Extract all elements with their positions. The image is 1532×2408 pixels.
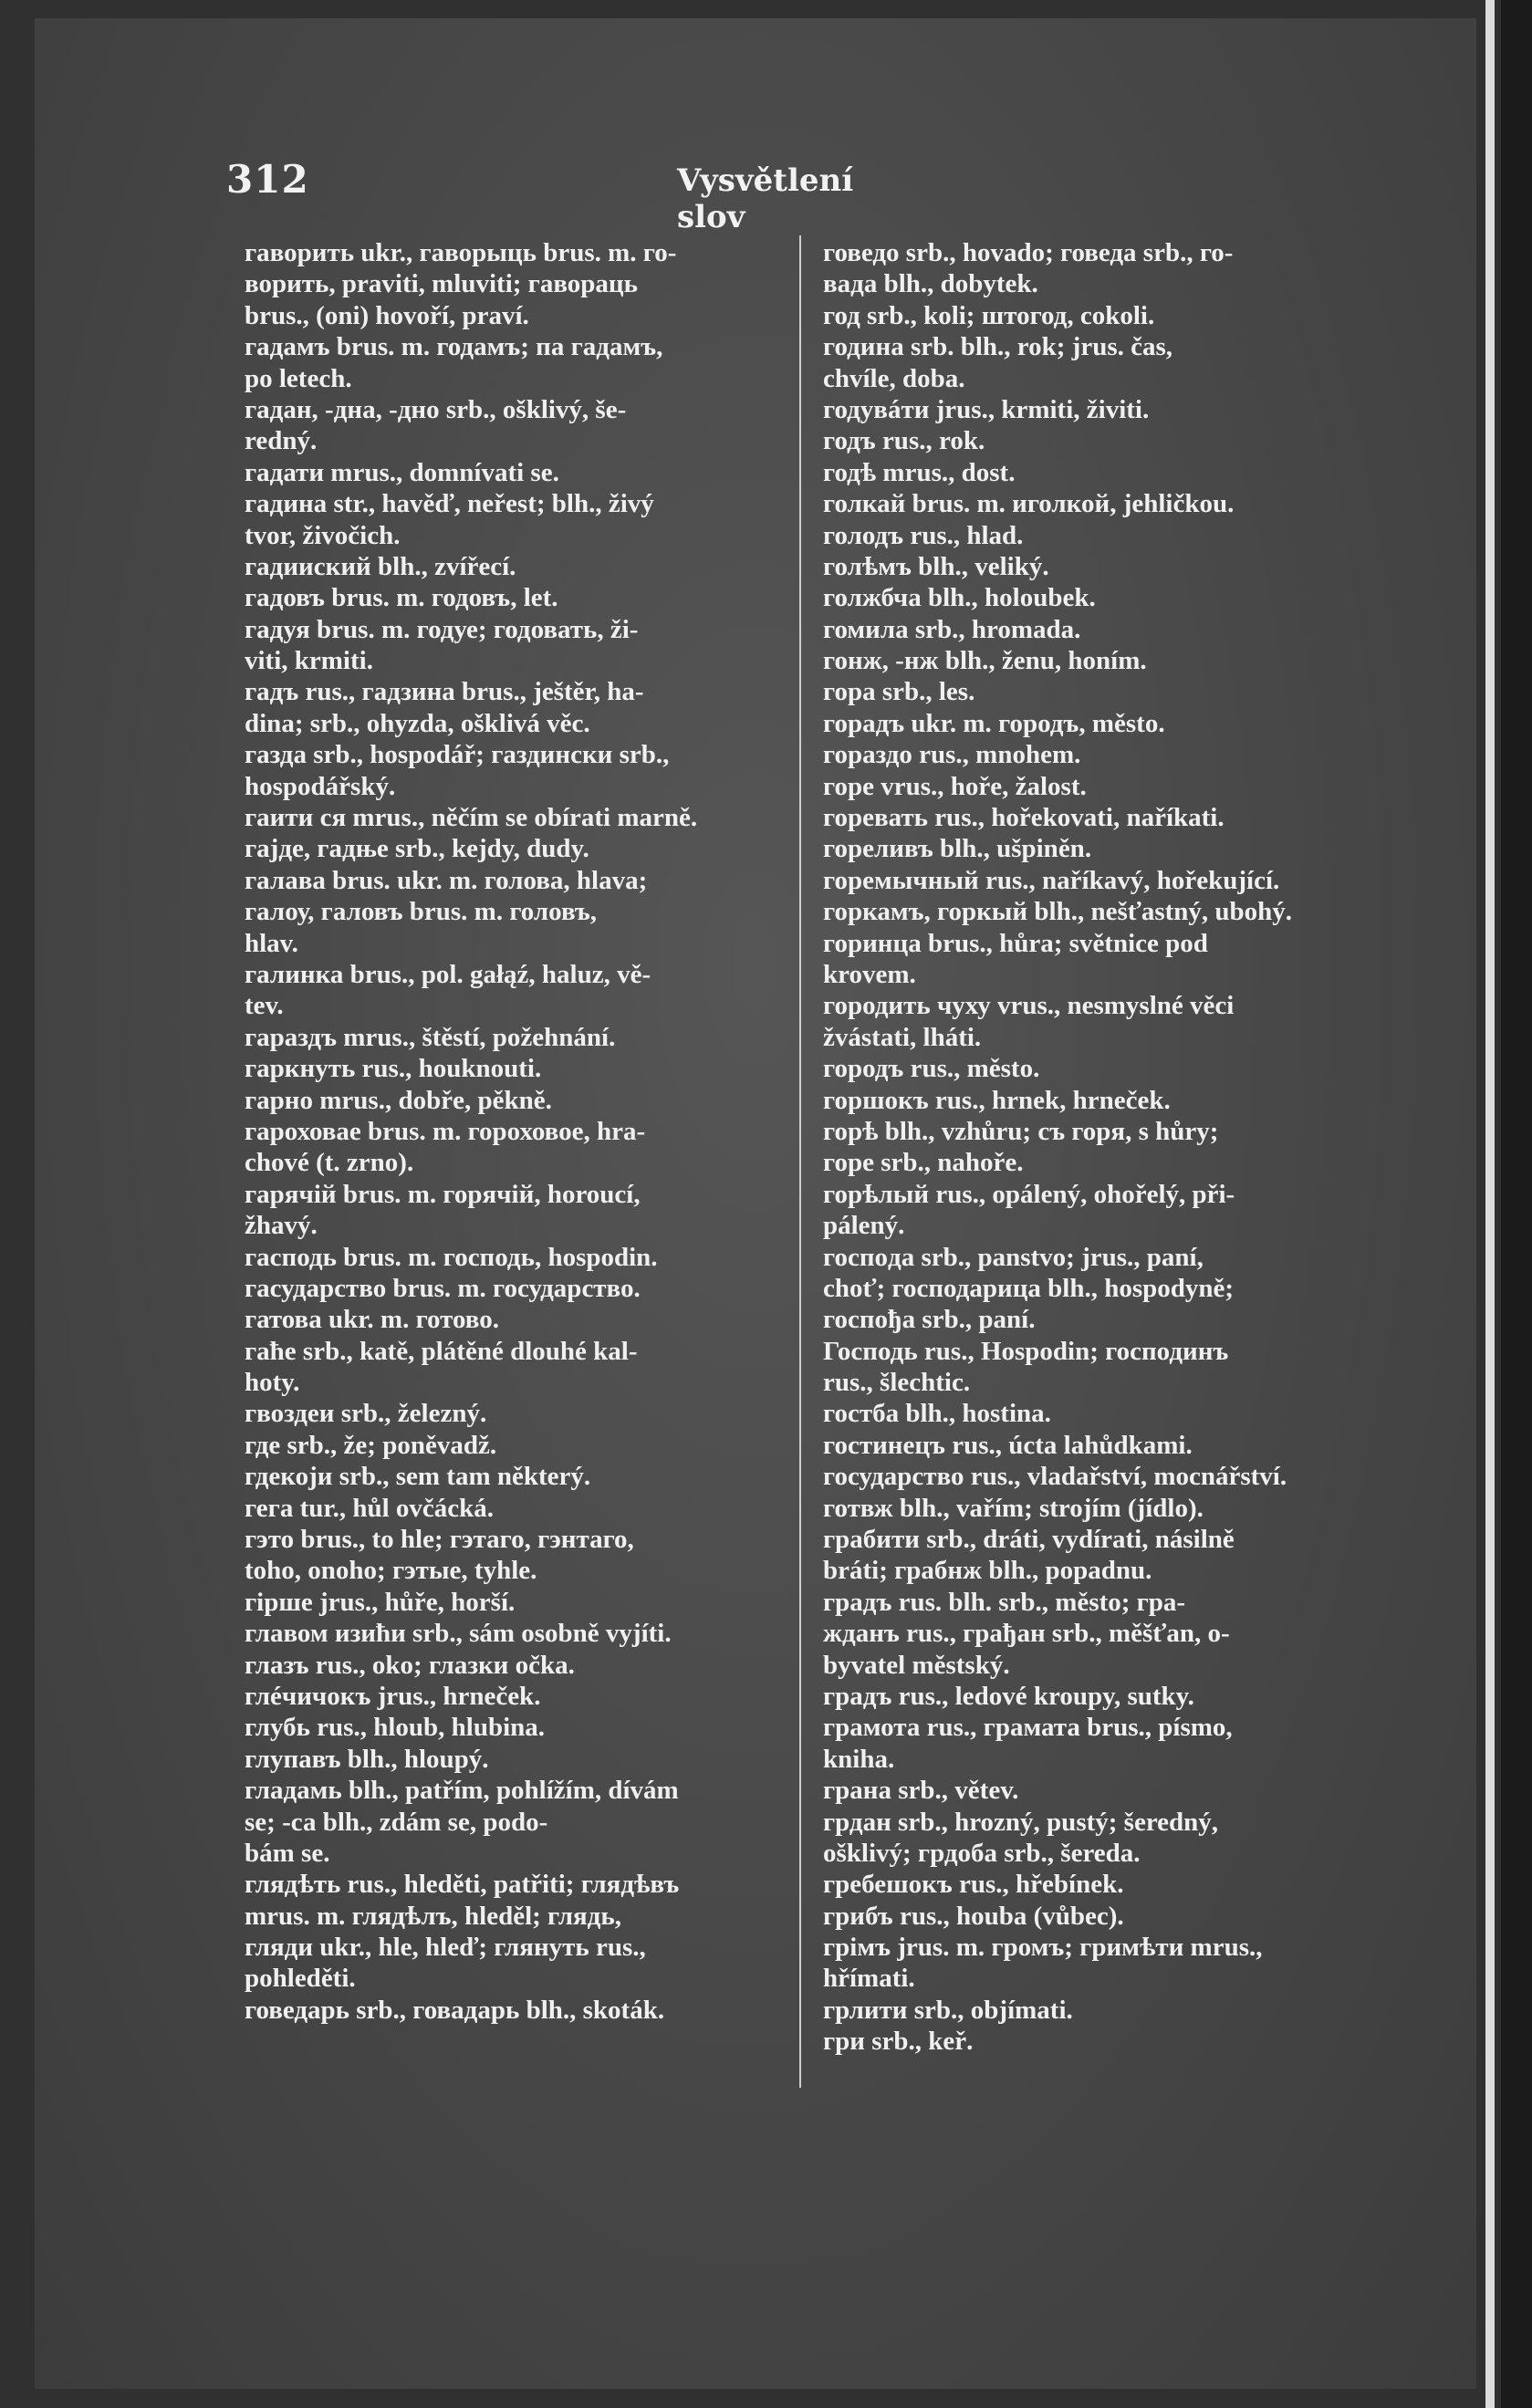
glossary-line: готвж blh., vařím; strojím (jídlo).: [823, 1493, 1204, 1523]
glossary-line: година srb. blh., rok; jrus. čas,: [823, 332, 1173, 362]
glossary-line: горадъ ukr. m. городъ, město.: [823, 708, 1165, 738]
glossary-line: гомила srb., hromada.: [823, 614, 1081, 644]
glossary-line: год srb., koli; штогод, cokoli.: [823, 300, 1155, 330]
glossary-line: tvor, živočich.: [245, 520, 401, 550]
glossary-line: mrus. m. глядѣлъ, hleděl; глядь,: [245, 1901, 621, 1931]
glossary-line: голжбча blh., holoubek.: [823, 583, 1096, 613]
page-number: 312: [226, 157, 309, 202]
glossary-line: горе vrus., hoře, žalost.: [823, 771, 1087, 801]
glossary-line: глазъ rus., oko; глазки očka.: [245, 1650, 575, 1680]
glossary-line: грлити srb., objímati.: [823, 1995, 1073, 2025]
glossary-line: гаркнуть rus., houknouti.: [245, 1054, 542, 1084]
glossary-line: глéчичокъ jrus., hrneček.: [245, 1681, 541, 1711]
glossary-line: госпoда srb., panstvo; jrus., paní,: [823, 1242, 1204, 1272]
glossary-line: гаити ся mrus., něčím se obírati marně.: [245, 803, 698, 833]
glossary-line: гајде, гадње srb., kejdy, dudy.: [245, 834, 589, 864]
glossary-line: ošklivý; грдоба srb., šereda.: [823, 1838, 1141, 1868]
glossary-line: гора srb., les.: [823, 677, 975, 707]
glossary-line: горѣлый rus., opálený, ohořelý, při-: [823, 1179, 1235, 1209]
glossary-line: гвоздеи srb., železný.: [245, 1399, 487, 1429]
glossary-line: грімъ jrus. m. громъ; гримѣти mrus.,: [823, 1933, 1263, 1963]
glossary-line: toho, onoho; гэтые, tyhle.: [245, 1556, 537, 1586]
glossary-line: горшокъ rus., hrnek, hrneček.: [823, 1085, 1171, 1115]
glossary-line: se; -са blh., zdám se, podo-: [245, 1807, 548, 1837]
glossary-line: гонж, -нж blh., ženu, honím.: [823, 646, 1147, 676]
glossary-line: где srb., že; poněvadž.: [245, 1430, 497, 1460]
glossary-line: городить чуху vrus., nesmyslné věci: [823, 991, 1235, 1021]
glossary-line: говедарь srb., говадарь blh., skoták.: [245, 1995, 665, 2025]
glossary-line: городъ rus., město.: [823, 1054, 1040, 1084]
glossary-line: галоу, галовъ brus. m. головъ,: [245, 897, 598, 927]
glossary-line: годувáти jrus., krmiti, živiti.: [823, 394, 1150, 424]
glossary-line: гасударство brus. m. государство.: [245, 1273, 641, 1303]
glossary-line: градъ rus. blh. srb., město; гра-: [823, 1587, 1186, 1617]
glossary-line: гляди ukr., hle, hleď; глянуть rus.,: [245, 1933, 646, 1963]
running-head-title: Vysvětlení slov: [677, 162, 854, 235]
glossary-line: гэто brus., to hle; гэтаго, гэнтаго,: [245, 1525, 634, 1555]
glossary-line: žhavý.: [245, 1211, 318, 1241]
glossary-line: гараздъ mrus., štěstí, požehnání.: [245, 1022, 616, 1052]
glossary-line: brus., (oni) hovoří, praví.: [245, 300, 529, 330]
glossary-line: гдекоји srb., sem tam některý.: [245, 1462, 591, 1492]
column-divider: [799, 235, 801, 2088]
glossary-line: гасподь brus. m. господь, hospodin.: [245, 1242, 658, 1272]
glossary-line: годѣ mrus., dost.: [823, 457, 1016, 487]
glossary-line: po letech.: [245, 363, 352, 393]
glossary-line: hoty.: [245, 1368, 300, 1398]
glossary-line: горемычный rus., naříkavý, hořekující.: [823, 865, 1280, 895]
glossary-line: choť; господарица blh., hospodyně;: [823, 1273, 1235, 1303]
glossary-line: гатова ukr. m. готово.: [245, 1305, 500, 1335]
glossary-line: вада blh., dobytek.: [823, 269, 1038, 299]
glossary-line: bráti; грабнж blh., popadnu.: [823, 1556, 1152, 1586]
glossary-line: гадати mrus., domnívati se.: [245, 457, 559, 487]
glossary-line: hlav.: [245, 928, 298, 958]
glossary-line: горинца brus., hůra; světnice pod: [823, 928, 1208, 958]
glossary-line: гаће srb., katě, plátěné dlouhé kal-: [245, 1336, 638, 1366]
glossary-line: государство rus., vladařství, mocnářství.: [823, 1462, 1287, 1492]
glossary-line: газда srb., hospodář; газдински srb.,: [245, 740, 670, 770]
page-edge: [1485, 0, 1495, 2408]
glossary-line: krovem.: [823, 959, 916, 989]
glossary-line: глядѣть rus., hleděti, patřiti; глядѣвъ: [245, 1870, 680, 1900]
glossary-line: гадъ rus., гадзина brus., ještěr, ha-: [245, 677, 644, 707]
glossary-line: горкамъ, горкый blh., nešťastný, ubohý.: [823, 897, 1293, 927]
glossary-line: грибъ rus., houba (vůbec).: [823, 1901, 1124, 1931]
glossary-line: гарно mrus., dobře, pěkně.: [245, 1085, 552, 1115]
glossary-line: гладамь blh., patřím, pohlížím, dívám: [245, 1776, 679, 1806]
glossary-right-column: [823, 237, 1366, 2058]
glossary-line: гостинецъ rus., úcta lahůdkami.: [823, 1430, 1193, 1460]
glossary-line: žvástati, lháti.: [823, 1022, 982, 1052]
glossary-line: гадииский blh., zvířecí.: [245, 551, 516, 581]
glossary-line: горѣ blh., vzhůru; съ горя, s hůry;: [823, 1116, 1219, 1146]
glossary-line: гребешокъ rus., hřebínek.: [823, 1870, 1124, 1900]
glossary-line: rus., šlechtic.: [823, 1368, 971, 1398]
glossary-line: голодъ rus., hlad.: [823, 520, 1024, 550]
glossary-line: hřímati.: [823, 1964, 915, 1994]
glossary-line: Господь rus., Hospodin; господинъ: [823, 1336, 1229, 1366]
glossary-line: галинка brus., pol. gałąź, haluz, vě-: [245, 959, 651, 989]
glossary-line: гадамъ brus. m. годамъ; па гадамъ,: [245, 332, 663, 362]
glossary-line: kniha.: [823, 1744, 895, 1774]
glossary-line: redný.: [245, 426, 318, 456]
glossary-line: грана srb., větev.: [823, 1776, 1019, 1806]
glossary-line: гірше jrus., hůře, horší.: [245, 1587, 516, 1617]
glossary-line: chvíle, doba.: [823, 363, 965, 393]
glossary-line: гадовъ brus. m. годовъ, let.: [245, 583, 558, 613]
glossary-line: горе srb., nahoře.: [823, 1148, 1024, 1178]
glossary-line: галава brus. ukr. m. голова, hlava;: [245, 865, 648, 895]
glossary-line: byvatel městský.: [823, 1650, 1010, 1680]
glossary-line: госпођа srb., paní.: [823, 1305, 1036, 1335]
glossary-line: грдан srb., hrozný, pustý; šeredný,: [823, 1807, 1219, 1837]
glossary-line: hospodářský.: [245, 771, 396, 801]
glossary-line: гадуя brus. m. годуе; годовать, ži-: [245, 614, 639, 644]
glossary-line: chové (t. zrno).: [245, 1148, 414, 1178]
glossary-line: ворить, praviti, mluviti; гавораць: [245, 269, 638, 299]
glossary-line: bám se.: [245, 1838, 330, 1868]
glossary-line: гаворить ukr., гаворыць brus. m. го-: [245, 238, 677, 267]
glossary-line: голѣмъ blh., veliký.: [823, 551, 1049, 581]
glossary-line: грамота rus., грамата brus., písmo,: [823, 1713, 1233, 1743]
glossary-left-column: [245, 237, 783, 2026]
glossary-line: градъ rus., ledové kroupy, sutky.: [823, 1681, 1194, 1711]
glossary-line: грабити srb., dráti, vydírati, násilně: [823, 1525, 1235, 1555]
glossary-line: говедо srb., hovado; говеда srb., го-: [823, 238, 1234, 267]
glossary-line: гароховае brus. m. гороховое, hra-: [245, 1116, 646, 1146]
glossary-line: годъ rus., rok.: [823, 426, 985, 456]
glossary-line: dina; srb., ohyzda, ošklivá věc.: [245, 708, 590, 738]
glossary-line: tev.: [245, 991, 284, 1021]
glossary-line: жданъ rus., грађан srb., měšťan, o-: [823, 1619, 1230, 1649]
glossary-line: viti, krmiti.: [245, 646, 373, 676]
glossary-line: голкай brus. m. иголкой, jehličkou.: [823, 489, 1235, 519]
glossary-line: pohleděti.: [245, 1964, 356, 1994]
glossary-line: гореливъ blh., ušpiněn.: [823, 834, 1092, 864]
glossary-line: гостба blh., hostina.: [823, 1399, 1051, 1429]
binding-shadow: [1501, 0, 1532, 2408]
glossary-line: гадан, -дна, -дно srb., ošklivý, še-: [245, 394, 627, 424]
glossary-line: гега tur., hůl ovčácká.: [245, 1493, 495, 1523]
glossary-line: горевать rus., hořekovati, naříkati.: [823, 803, 1225, 833]
glossary-line: глупавъ blh., hloupý.: [245, 1744, 489, 1774]
glossary-line: главом изићи srb., sám osobně vyjíti.: [245, 1619, 672, 1649]
glossary-line: pálený.: [823, 1211, 905, 1241]
glossary-line: гораздо rus., mnohem.: [823, 740, 1081, 770]
glossary-line: гри srb., keř.: [823, 2027, 974, 2057]
glossary-line: гадина str., havěď, neřest; blh., živý: [245, 489, 654, 519]
glossary-line: гарячій brus. m. горячій, horoucí,: [245, 1179, 641, 1209]
glossary-line: глубь rus., hloub, hlubina.: [245, 1713, 546, 1743]
